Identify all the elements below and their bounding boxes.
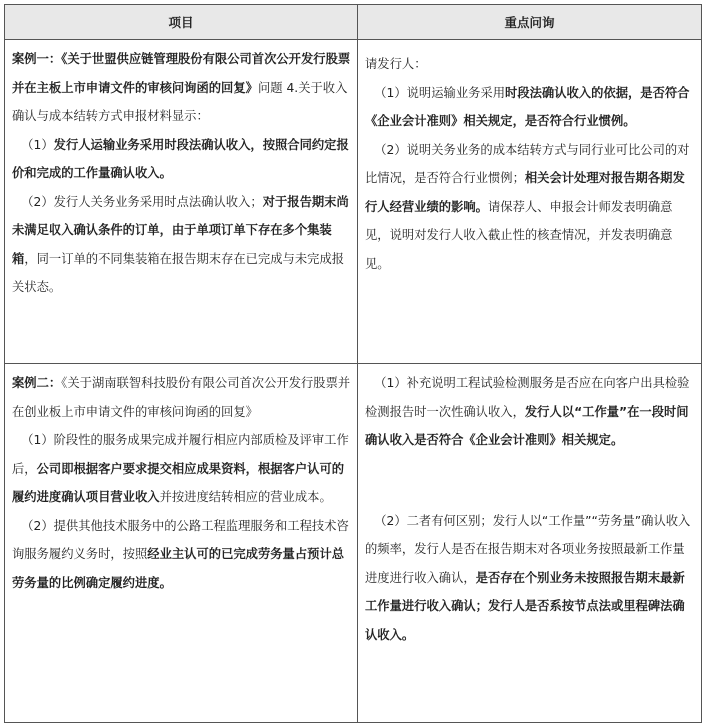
header-row	[5, 5, 702, 40]
case1-inquiry-cell	[358, 40, 702, 364]
case1-point-2	[12, 188, 351, 302]
text-run: 《关于湖南联智科技股份有限公司首次公开发行股票并在创业板上市申请文件的审核问询函的回复》	[12, 376, 351, 419]
text-run: 并按进度结转相应的营业成本。	[159, 490, 332, 504]
case2-point-2	[12, 512, 351, 598]
text-run: （2）提供其他技术服务中的公路工程监理服务和工程技术咨询服务履约义务时，按照	[12, 518, 349, 561]
header-project: 项目	[5, 5, 358, 40]
case1-title	[12, 45, 351, 131]
case2-title	[12, 369, 351, 426]
case2-inquiry-2	[365, 507, 695, 650]
case1-row	[5, 40, 702, 364]
text-run: （2）说明关务业务的成本结转方式与同行业可比公司的对比情况，是否符合行业惯例；	[365, 142, 690, 185]
case2-inquiry-cell	[358, 364, 702, 723]
bold-text-run: 时段法确认收入的依据，是否符合《企业会计准则》相关规定，是否符合行业惯例。	[365, 85, 690, 128]
case1-inquiry-2	[365, 136, 695, 279]
bold-text-run: 发行人以“工作量”在一段时间确认收入是否符合《企业会计准则》相关规定。	[365, 404, 689, 447]
case2-inquiry-1	[365, 369, 695, 455]
text-run: ，同一订单的不同集装箱在报告期末存在已完成与未完成报关状态。	[12, 251, 345, 294]
text-run: 问题 4.关于收入确认与成本结转方式申报材料显示：	[12, 80, 348, 123]
text-run: （1）补充说明工程试验检测服务是否应在向客户出具检验检测报告时一次性确认收入，	[365, 376, 690, 419]
bold-text-run: 是否存在个别业务未按照报告期末最新工作量进行收入确认；发行人是否系按节点法或里程碑法确认收入。	[365, 570, 685, 642]
case1-inquiry-intro	[365, 50, 695, 79]
case1-project-cell	[5, 40, 358, 364]
bold-text-run: 对于报告期末尚未满足収入确认条件的订单，由于单项订单下存在多个集装箱	[12, 194, 349, 266]
header-key-inquiry: 重点问询	[358, 5, 702, 40]
bold-text-run: 案例一：《关于世盟供应链管理股份有限公司首次公开发行股票并在主板上市申请文件的审核问询函的回复》	[12, 52, 351, 95]
text-run: （2）发行人关务业务采用时点法确认收入；	[21, 194, 263, 209]
text-run: （1）说明运输业务采用	[374, 85, 506, 100]
case1-inquiry-1	[365, 79, 695, 136]
bold-text-run: 案例二：	[12, 376, 62, 390]
case1-point-1	[12, 131, 351, 188]
bold-text-run: 经业主认可的已完成劳务量占预计总劳务量的比例确定履约进度。	[12, 547, 345, 590]
spacer	[365, 455, 695, 507]
bold-text-run: 发行人运输业务采用时段法确认收入，按照合同约定报价和完成的工作量确认收入。	[12, 137, 349, 180]
text-run: 请保荐人、申报会计师发表明确意见，说明对发行人收入截止性的核查情况，并发表明确意见。	[365, 199, 673, 271]
case2-row	[5, 364, 702, 723]
bold-text-run: 公司即根据客户要求提交相应成果资料，根据客户认可的履约进度确认项目营业收入	[12, 461, 345, 504]
text-run: （2）二者有何区别；发行人以“工作量”“劳务量”确认收入的频率，发行人是否在报告期末对各项业务按照最新工作量进度进行收入确认，	[365, 513, 691, 585]
text-run: （1）阶段性的服务成果完成并履行相应内部质检及评审工作后，	[12, 433, 349, 476]
case2-point-1	[12, 426, 351, 512]
text-run: （1）	[21, 137, 54, 152]
bold-text-run: 相关会计处理对报告期各期发行人经营业绩的影响。	[365, 171, 685, 214]
comparison-table	[4, 4, 702, 723]
case2-project-cell	[5, 364, 358, 723]
text-run: 请发行人：	[365, 57, 427, 71]
